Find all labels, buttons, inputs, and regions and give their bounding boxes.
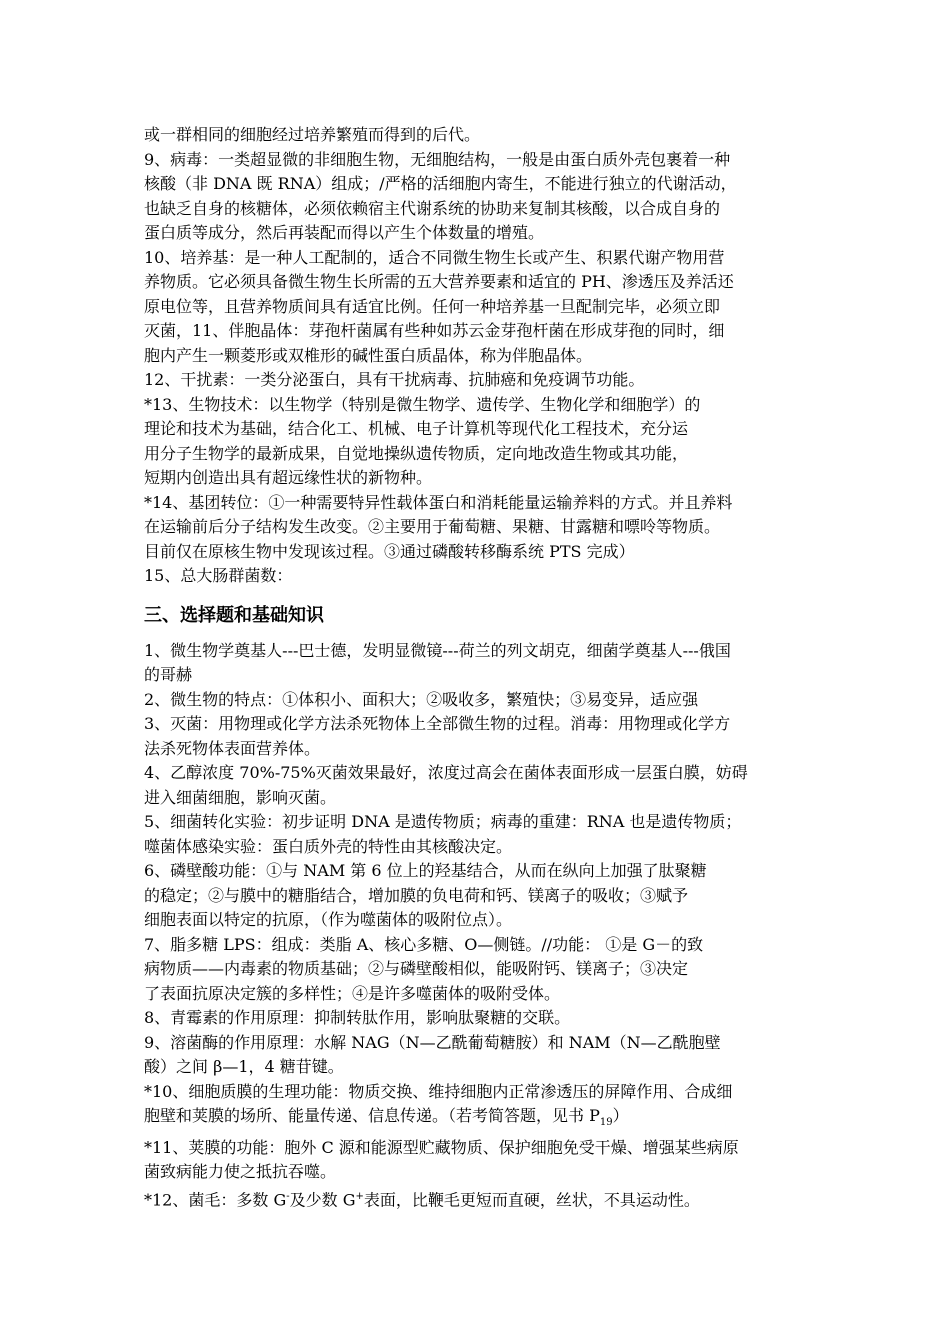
text-line: [144, 1185, 850, 1213]
item-3-sterilization: [144, 712, 850, 761]
text-line: 酸）之间 β—1，4 糖苷键。: [144, 1057, 344, 1076]
text-line: 目前仅在原核生物中发现该过程。③通过磷酸转移酶系统 PTS 完成）: [144, 541, 635, 561]
text-span: 表面，比鞭毛更短而直硬，丝状，不具运动性。: [363, 1190, 700, 1210]
text-line: *11、荚膜的功能：胞外 C 源和能源型贮藏物质、保护细胞免受干燥、增强某些病原: [144, 1137, 739, 1157]
text-line: 菌致病能力使之抵抗吞噬。: [144, 1162, 337, 1182]
superscript-gram-negative: -: [286, 1190, 290, 1202]
text-line: 了表面抗原决定簇的多样性；④是许多噬菌体的吸附受体。: [144, 983, 561, 1003]
item-2-characteristics: [144, 688, 850, 713]
definition-paragraph-12-interferon: [144, 368, 850, 393]
text-line: 短期内创造出具有超远缘性状的新物种。: [144, 468, 433, 487]
text-line: [144, 1104, 850, 1136]
text-line: 灭菌，11、伴胞晶体：芽孢杆菌属有些种如苏云金芽孢杆菌在形成芽孢的同时，细: [144, 321, 725, 340]
text-line: 7、脂多糖 LPS：组成：类脂 A、核心多糖、O—侧链。//功能： ①是 G－的致: [144, 934, 704, 954]
text-line: 核酸（非 DNA 既 RNA）组成；/严格的活细胞内寄生，不能进行独立的代谢活动，: [144, 174, 737, 193]
text-line: *13、生物技术：以生物学（特别是微生物学、遗传学、生物化学和细胞学）的: [144, 394, 701, 414]
text-line: 4、乙醇浓度 70%-75%灭菌效果最好，浓度过高会在菌体表面形成一层蛋白膜，妨碍: [144, 763, 748, 782]
text-line: 1、微生物学奠基人---巴士德，发明显微镜---荷兰的列文胡克，细菌学奠基人---俄国: [144, 640, 731, 660]
item-5-transformation: [144, 810, 850, 859]
text-line: 2、微生物的特点：①体积小、面积大；②吸收多，繁殖快；③易变异，适应强: [144, 689, 699, 709]
text-line: 的稳定；②与膜中的糖脂结合，增加膜的负电荷和钙、镁离子的吸收；③赋予: [144, 885, 689, 905]
section-heading: 三、选择题和基础知识: [144, 604, 324, 626]
definition-paragraph-8-cont: [144, 123, 850, 148]
definition-paragraph-14-group-translocation: [144, 491, 850, 565]
text-line: 用分子生物学的最新成果，自觉地操纵遗传物质，定向地改造生物或其功能，: [144, 443, 689, 463]
item-8-penicillin: [144, 1006, 850, 1031]
text-line: 法杀死物体表面营养体。: [144, 738, 321, 758]
superscript-gram-positive: +: [355, 1190, 364, 1202]
text-line: 细胞表面以特定的抗原，（作为噬菌体的吸附位点）。: [144, 910, 513, 929]
definition-paragraph-10-medium: [144, 246, 850, 369]
item-4-ethanol: [144, 761, 850, 810]
text-line: 噬菌体感染实验：蛋白质外壳的特性由其核酸决定。: [144, 836, 513, 856]
item-7-lps: [144, 933, 850, 1007]
item-11-capsule: [144, 1136, 850, 1185]
item-10-membrane: [144, 1080, 850, 1136]
text-span: *12、菌毛：多数 G: [144, 1190, 287, 1210]
definition-paragraph-13-biotech: [144, 393, 850, 491]
text-line: 蛋白质等成分，然后再装配而得以产生个体数量的增殖。: [144, 223, 545, 242]
text-line: *14、基团转位：①一种需要特异性载体蛋白和消耗能量运输养料的方式。并且养料: [144, 492, 733, 512]
definition-paragraph-15-coliform: [144, 564, 850, 589]
document-body: [144, 123, 850, 1213]
text-line: 理论和技术为基础，结合化工、机械、电子计算机等现代化工程技术，充分运: [144, 419, 689, 438]
text-line: 在运输前后分子结构发生改变。②主要用于葡萄糖、果糖、甘露糖和嘌呤等物质。: [144, 517, 721, 536]
text-line: 12、干扰素：一类分泌蛋白，具有干扰病毒、抗肺癌和免疫调节功能。: [144, 370, 645, 389]
text-line: 10、培养基：是一种人工配制的，适合不同微生物生长或产生、积累代谢产物用营: [144, 247, 725, 267]
text-line: 9、病毒：一类超显微的非细胞生物，无细胞结构，一般是由蛋白质外壳包裹着一种: [144, 149, 731, 169]
subscript-page-number: 19: [599, 1117, 613, 1129]
text-line: 进入细菌细胞，影响灭菌。: [144, 787, 337, 807]
text-line: 也缺乏自身的核糖体，必须依赖宿主代谢系统的协助来复制其核酸，以合成自身的: [144, 198, 721, 218]
text-line: 8、青霉素的作用原理：抑制转肽作用，影响肽聚糖的交联。: [144, 1008, 571, 1027]
text-line: 15、总大肠群菌数：: [144, 566, 293, 585]
text-span: 及少数 G: [289, 1190, 356, 1210]
text-line: 9、溶菌酶的作用原理：水解 NAG（N—乙酰葡萄糖胺）和 NAM（N—乙酰胞壁: [144, 1032, 721, 1052]
item-1-founders: [144, 639, 850, 688]
text-line: 3、灭菌：用物理或化学方法杀死物体上全部微生物的过程。消毒：用物理或化学方: [144, 714, 731, 733]
text-line: 原电位等，且营养物质间具有适宜比例。任何一种培养基一旦配制完毕，必须立即: [144, 296, 721, 316]
text-line: *10、细胞质膜的生理功能：物质交换、维持细胞内正常渗透压的屏障作用、合成细: [144, 1081, 733, 1101]
text-line: 的哥赫: [144, 665, 193, 684]
text-span: 胞壁和荚膜的场所、能量传递、信息传递。（若考简答题，见书 P: [144, 1106, 600, 1125]
definition-paragraph-9-virus: [144, 148, 850, 246]
item-9-lysozyme: [144, 1031, 850, 1080]
text-line: 5、细菌转化实验：初步证明 DNA 是遗传物质；病毒的重建：RNA 也是遗传物质；: [144, 812, 742, 831]
text-line: 养物质。它必须具备微生物生长所需的五大营养要素和适宜的 PH、渗透压及养活还: [144, 272, 734, 291]
item-12-pili: [144, 1185, 850, 1213]
text-line: 胞内产生一颗菱形或双椎形的碱性蛋白质晶体，称为伴胞晶体。: [144, 345, 593, 365]
text-line: 或一群相同的细胞经过培养繁殖而得到的后代。: [144, 125, 481, 144]
text-span: ）: [612, 1106, 629, 1125]
text-line: 6、磷壁酸功能：①与 NAM 第 6 位上的羟基结合，从而在纵向上加强了肽聚糖: [144, 861, 707, 880]
text-line: 病物质——内毒素的物质基础；②与磷壁酸相似，能吸附钙、镁离子；③决定: [144, 959, 689, 978]
item-6-teichoic-acid: [144, 859, 850, 933]
